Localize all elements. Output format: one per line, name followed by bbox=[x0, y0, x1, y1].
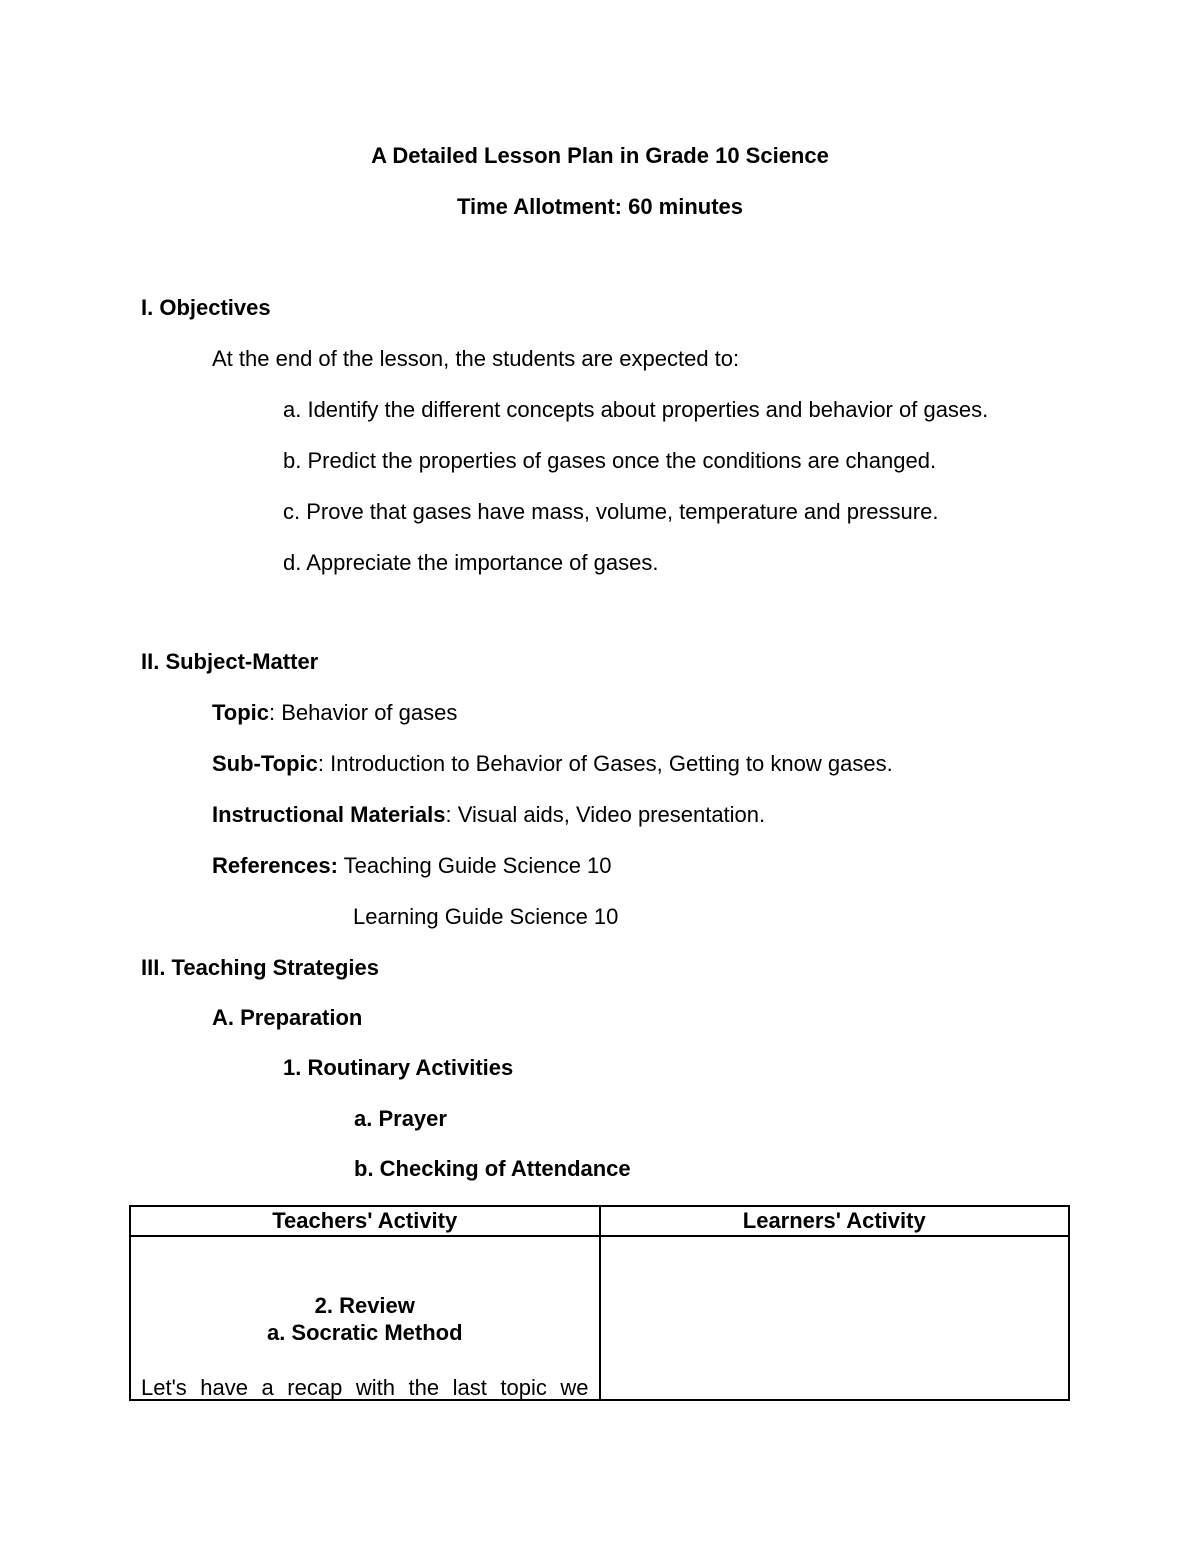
strategies-heading: III. Teaching Strategies bbox=[141, 955, 379, 980]
materials-value: : Visual aids, Video presentation. bbox=[445, 802, 766, 827]
topic-value: : Behavior of gases bbox=[269, 700, 458, 725]
attendance-item: b. Checking of Attendance bbox=[354, 1156, 631, 1181]
document-title: A Detailed Lesson Plan in Grade 10 Science bbox=[371, 143, 829, 168]
materials-line bbox=[212, 804, 765, 826]
objectives-intro: At the end of the lesson, the students are expected to: bbox=[212, 346, 740, 371]
topic-line bbox=[212, 702, 457, 724]
review-heading: 2. Review bbox=[314, 1293, 415, 1318]
routinary-heading: 1. Routinary Activities bbox=[283, 1055, 514, 1080]
references-line bbox=[212, 855, 612, 877]
preparation-heading: A. Preparation bbox=[212, 1005, 363, 1030]
subtopic-label: Sub-Topic bbox=[212, 751, 318, 776]
learners-activity-header: Learners' Activity bbox=[600, 1206, 1070, 1236]
references-label: References: bbox=[212, 853, 338, 878]
subtopic-line bbox=[212, 753, 893, 775]
objective-item: a. Identify the different concepts about properties and behavior of gases. bbox=[283, 397, 989, 422]
teachers-activity-cell bbox=[130, 1236, 600, 1400]
subject-matter-heading: II. Subject-Matter bbox=[141, 649, 319, 674]
objective-item: b. Predict the properties of gases once the conditions are changed. bbox=[283, 448, 937, 473]
recap-text: Let's have a recap with the last topic we bbox=[141, 1375, 589, 1400]
objective-item: c. Prove that gases have mass, volume, temperature and pressure. bbox=[283, 499, 939, 524]
materials-label: Instructional Materials bbox=[212, 802, 446, 827]
prayer-item: a. Prayer bbox=[354, 1106, 447, 1131]
learners-activity-cell bbox=[600, 1236, 1070, 1400]
activity-table bbox=[129, 1205, 1070, 1401]
objectives-heading: I. Objectives bbox=[141, 295, 271, 320]
table-header-row bbox=[130, 1206, 1069, 1236]
reference-item: Learning Guide Science 10 bbox=[353, 904, 619, 929]
teachers-activity-header: Teachers' Activity bbox=[130, 1206, 600, 1236]
topic-label: Topic bbox=[212, 700, 270, 725]
reference-item: Teaching Guide Science 10 bbox=[343, 853, 612, 878]
table-row bbox=[130, 1236, 1069, 1400]
socratic-method-heading: a. Socratic Method bbox=[266, 1320, 463, 1345]
time-allotment: Time Allotment: 60 minutes bbox=[456, 194, 744, 219]
subtopic-value: : Introduction to Behavior of Gases, Getting to know gases. bbox=[317, 751, 893, 776]
objective-item: d. Appreciate the importance of gases. bbox=[283, 550, 659, 575]
